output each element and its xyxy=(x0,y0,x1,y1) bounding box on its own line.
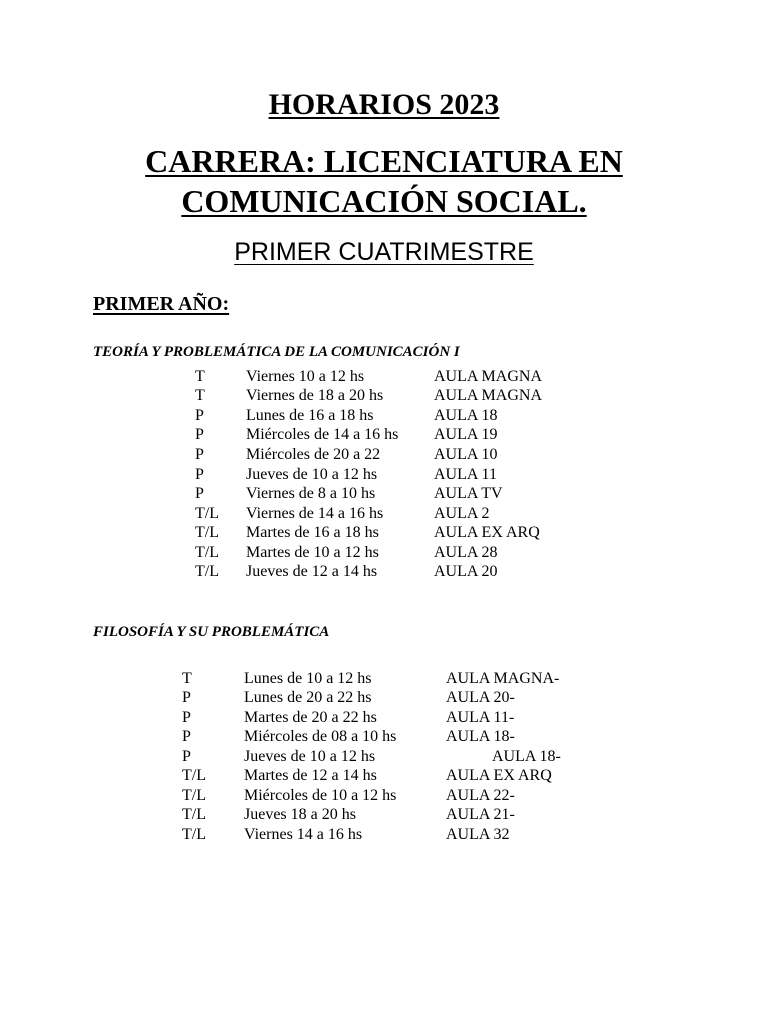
schedule-row xyxy=(0,386,768,406)
schedule-row xyxy=(0,708,768,728)
class-type: T/L xyxy=(195,563,219,580)
class-type: T xyxy=(182,670,192,687)
class-type: P xyxy=(195,407,204,424)
class-time: Lunes de 10 a 12 hs xyxy=(244,670,372,687)
class-type: T/L xyxy=(182,806,206,823)
class-type: T/L xyxy=(195,544,219,561)
schedule-row xyxy=(0,669,768,689)
class-time: Martes de 20 a 22 hs xyxy=(244,709,377,726)
class-time: Miércoles de 10 a 12 hs xyxy=(244,787,397,804)
class-time: Viernes 14 a 16 hs xyxy=(244,826,363,843)
class-type: P xyxy=(182,748,191,765)
class-room: AULA 22- xyxy=(446,787,515,804)
class-room: AULA MAGNA xyxy=(434,387,542,404)
class-room: AULA 11 xyxy=(434,466,497,483)
class-time: Viernes de 18 a 20 hs xyxy=(246,387,384,404)
schedule-row xyxy=(0,805,768,825)
schedule-row xyxy=(0,425,768,445)
class-room: AULA TV xyxy=(434,485,503,502)
class-type: T/L xyxy=(195,524,219,541)
class-type: T/L xyxy=(195,505,219,522)
schedule-row xyxy=(0,406,768,426)
class-time: Miércoles de 20 a 22 xyxy=(246,446,381,463)
class-room: AULA MAGNA- xyxy=(446,670,560,687)
schedule-row xyxy=(0,786,768,806)
schedule-row xyxy=(0,367,768,387)
schedule-row xyxy=(0,504,768,524)
class-type: T xyxy=(195,368,205,385)
career-title-line-1: CARRERA: LICENCIATURA EN xyxy=(145,143,623,179)
class-room: AULA 10 xyxy=(434,446,498,463)
class-type: P xyxy=(182,728,191,745)
class-room: AULA 21- xyxy=(446,806,515,823)
class-type: P xyxy=(182,709,191,726)
class-time: Martes de 16 a 18 hs xyxy=(246,524,379,541)
subject-name: FILOSOFÍA Y SU PROBLEMÁTICA xyxy=(93,624,330,640)
career-title-line-2: COMUNICACIÓN SOCIAL. xyxy=(181,183,587,219)
class-time: Martes de 10 a 12 hs xyxy=(246,544,379,561)
class-type: T xyxy=(195,387,205,404)
class-time: Lunes de 16 a 18 hs xyxy=(246,407,374,424)
class-room: AULA 32 xyxy=(446,826,510,843)
class-time: Lunes de 20 a 22 hs xyxy=(244,689,372,706)
class-time: Miércoles de 08 a 10 hs xyxy=(244,728,397,745)
class-time: Viernes 10 a 12 hs xyxy=(246,368,365,385)
class-room: AULA 18- xyxy=(492,748,561,765)
schedule-row xyxy=(0,484,768,504)
class-room: AULA 19 xyxy=(434,426,498,443)
schedule-row xyxy=(0,766,768,786)
class-time: Jueves de 10 a 12 hs xyxy=(244,748,376,765)
class-room: AULA 20 xyxy=(434,563,498,580)
schedule-row xyxy=(0,562,768,582)
schedule-row xyxy=(0,727,768,747)
schedule-row xyxy=(0,465,768,485)
class-time: Martes de 12 a 14 hs xyxy=(244,767,377,784)
class-time: Jueves de 10 a 12 hs xyxy=(246,466,378,483)
term-title: PRIMER CUATRIMESTRE xyxy=(234,238,534,266)
class-type: P xyxy=(195,466,204,483)
document-title: HORARIOS 2023 xyxy=(268,88,500,121)
schedule-row xyxy=(0,523,768,543)
year-heading: PRIMER AÑO: xyxy=(93,293,230,315)
class-time: Miércoles de 14 a 16 hs xyxy=(246,426,399,443)
class-room: AULA EX ARQ xyxy=(434,524,540,541)
class-time: Viernes de 8 a 10 hs xyxy=(246,485,376,502)
schedule-row xyxy=(0,688,768,708)
class-room: AULA EX ARQ xyxy=(446,767,552,784)
class-room: AULA 28 xyxy=(434,544,498,561)
class-type: T/L xyxy=(182,787,206,804)
class-time: Jueves de 12 a 14 hs xyxy=(246,563,378,580)
class-room: AULA MAGNA xyxy=(434,368,542,385)
class-room: AULA 18 xyxy=(434,407,498,424)
subject-name: TEORÍA Y PROBLEMÁTICA DE LA COMUNICACIÓN I xyxy=(93,344,460,360)
class-type: P xyxy=(195,426,204,443)
class-type: T/L xyxy=(182,767,206,784)
class-room: AULA 20- xyxy=(446,689,515,706)
schedule-row xyxy=(0,445,768,465)
class-time: Viernes de 14 a 16 hs xyxy=(246,505,384,522)
schedule-row xyxy=(0,825,768,845)
class-type: P xyxy=(195,485,204,502)
class-room: AULA 18- xyxy=(446,728,515,745)
class-type: T/L xyxy=(182,826,206,843)
schedule-row xyxy=(0,747,768,767)
class-room: AULA 2 xyxy=(434,505,490,522)
class-type: P xyxy=(182,689,191,706)
class-type: P xyxy=(195,446,204,463)
class-room: AULA 11- xyxy=(446,709,515,726)
schedule-row xyxy=(0,543,768,563)
class-time: Jueves 18 a 20 hs xyxy=(244,806,356,823)
